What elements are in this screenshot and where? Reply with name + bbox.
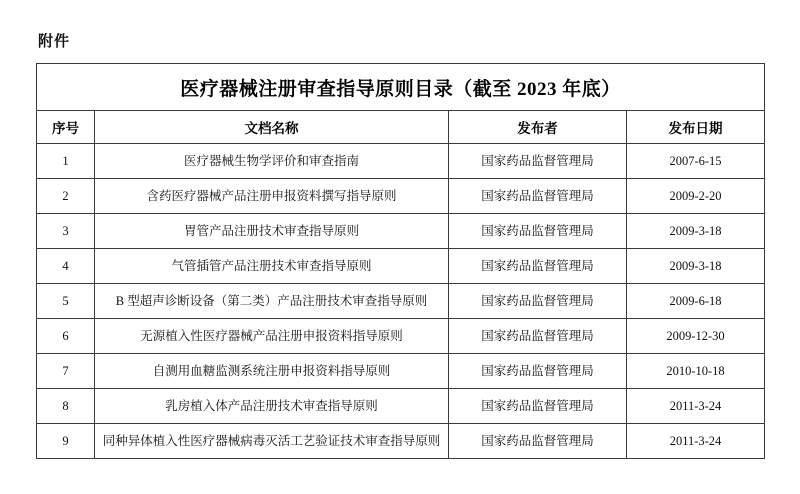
cell-document-name: 无源植入性医疗器械产品注册申报资料指导原则	[95, 319, 449, 354]
cell-index: 4	[37, 249, 95, 284]
table-row	[37, 249, 765, 284]
cell-document-name: B 型超声诊断设备（第二类）产品注册技术审查指导原则	[95, 284, 449, 319]
cell-publisher: 国家药品监督管理局	[449, 179, 627, 214]
cell-index: 1	[37, 144, 95, 179]
document-title: 医疗器械注册审查指导原则目录（截至 2023 年底）	[37, 64, 765, 111]
table-row	[37, 424, 765, 459]
cell-document-name: 胃管产品注册技术审查指导原则	[95, 214, 449, 249]
column-header-date: 发布日期	[627, 111, 765, 144]
cell-document-name: 乳房植入体产品注册技术审查指导原则	[95, 389, 449, 424]
cell-index: 6	[37, 319, 95, 354]
guidance-catalog-table	[36, 63, 765, 459]
cell-date: 2009-3-18	[627, 249, 765, 284]
cell-document-name: 自测用血糖监测系统注册申报资料指导原则	[95, 354, 449, 389]
cell-publisher: 国家药品监督管理局	[449, 389, 627, 424]
table-row	[37, 179, 765, 214]
attachment-label: 附件	[38, 33, 71, 50]
table-row	[37, 214, 765, 249]
table-row	[37, 284, 765, 319]
cell-publisher: 国家药品监督管理局	[449, 249, 627, 284]
cell-date: 2009-2-20	[627, 179, 765, 214]
cell-publisher: 国家药品监督管理局	[449, 354, 627, 389]
cell-document-name: 同种异体植入性医疗器械病毒灭活工艺验证技术审查指导原则	[95, 424, 449, 459]
table-row	[37, 144, 765, 179]
cell-index: 3	[37, 214, 95, 249]
column-header-publisher: 发布者	[449, 111, 627, 144]
cell-document-name: 医疗器械生物学评价和审查指南	[95, 144, 449, 179]
cell-publisher: 国家药品监督管理局	[449, 214, 627, 249]
cell-date: 2011-3-24	[627, 389, 765, 424]
cell-date: 2009-12-30	[627, 319, 765, 354]
cell-publisher: 国家药品监督管理局	[449, 424, 627, 459]
table-row	[37, 389, 765, 424]
cell-publisher: 国家药品监督管理局	[449, 144, 627, 179]
cell-date: 2010-10-18	[627, 354, 765, 389]
cell-index: 9	[37, 424, 95, 459]
table-row	[37, 354, 765, 389]
cell-index: 7	[37, 354, 95, 389]
cell-publisher: 国家药品监督管理局	[449, 284, 627, 319]
cell-date: 2007-6-15	[627, 144, 765, 179]
cell-document-name: 含药医疗器械产品注册申报资料撰写指导原则	[95, 179, 449, 214]
cell-document-name: 气管插管产品注册技术审查指导原则	[95, 249, 449, 284]
column-header-name: 文档名称	[95, 111, 449, 144]
cell-index: 8	[37, 389, 95, 424]
cell-index: 5	[37, 284, 95, 319]
cell-date: 2009-6-18	[627, 284, 765, 319]
table-row	[37, 319, 765, 354]
table-title-row	[37, 64, 765, 111]
cell-publisher: 国家药品监督管理局	[449, 319, 627, 354]
table-header-row	[37, 111, 765, 144]
cell-date: 2009-3-18	[627, 214, 765, 249]
cell-date: 2011-3-24	[627, 424, 765, 459]
cell-index: 2	[37, 179, 95, 214]
column-header-index: 序号	[37, 111, 95, 144]
